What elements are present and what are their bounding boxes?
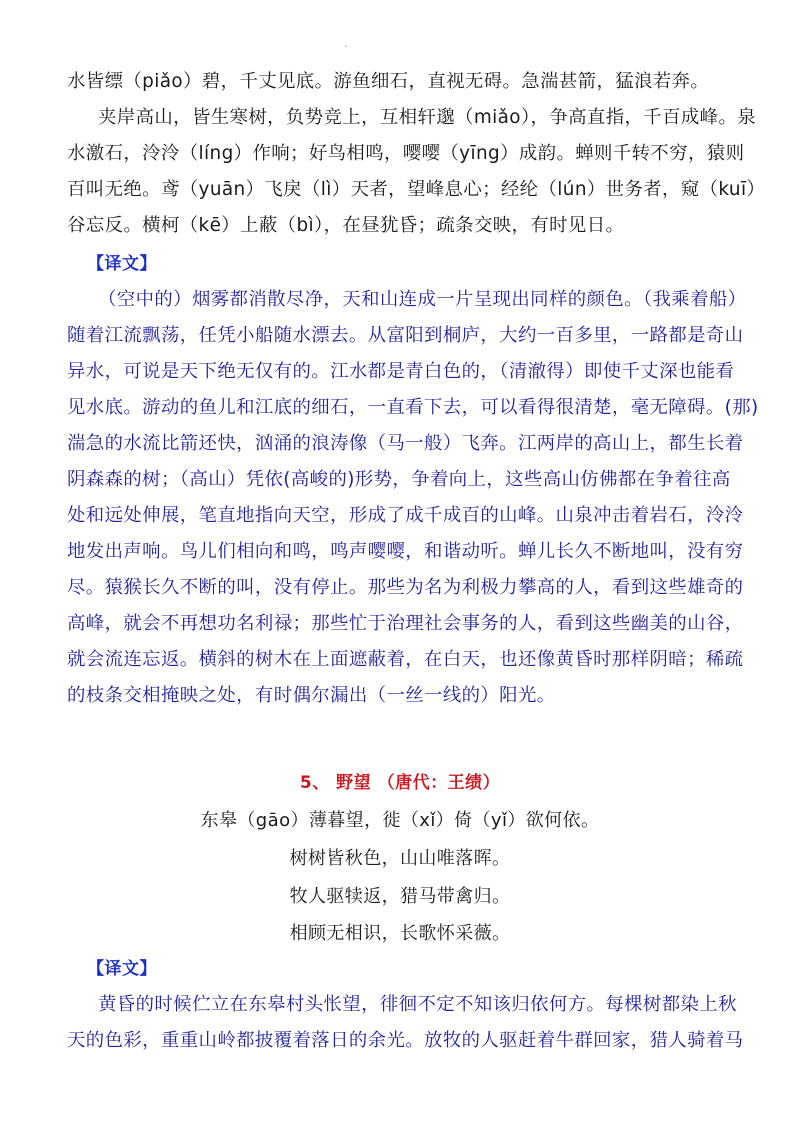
translation-line: 就会流连忘返。横斜的树木在上面遮蔽着，在白天，也还像黄昏时那样阴暗；稀疏	[67, 649, 744, 670]
translation-heading: 【译文】	[87, 254, 157, 274]
poem-line: 相顾无相识，长歌怀采薇。	[289, 923, 511, 944]
translation-line: 随着江流飘荡，任凭小船随水漂去。从富阳到桐庐，大约一百多里，一路都是奇山	[67, 325, 744, 346]
translation-line: 处和远处伸展，笔直地指向天空，形成了成千成百的山峰。山泉冲击着岩石，泠泠	[67, 505, 744, 526]
translation-line: 高峰，就会不再想功名利禄；那些忙于治理社会事务的人，看到这些幽美的山谷，	[67, 613, 744, 634]
poem-title: 5、 野望 （唐代：王绩）	[299, 773, 501, 793]
translation-line: 的枝条交相掩映之处，有时偶尔漏出（一丝一线的）阳光。	[67, 685, 556, 706]
original-text-line: 夹岸高山，皆生寒树，负势竞上，互相轩邈（miǎo），争高直指，千百成峰。泉	[98, 107, 757, 128]
poem-line: 牧人驱犊返，猎马带禽归。	[289, 886, 511, 907]
poem-line: 树树皆秋色，山山唯落晖。	[289, 848, 511, 869]
translation-line: 见水底。游动的鱼儿和江底的细石，一直看下去，可以看得很清楚，毫无障碍。(那)	[67, 397, 759, 418]
original-text-line: 水激石，泠泠（líng）作响；好鸟相鸣，嘤嘤（yīng）成韵。蝉则千转不穷，猿则	[67, 143, 745, 164]
translation-line: 黄昏的时候伫立在东皋村头怅望，徘徊不定不知该归依何方。每棵树都染上秋	[98, 994, 737, 1015]
translation-line: 尽。猿猴长久不断的叫，没有停止。那些为名为利极力攀高的人，看到这些雄奇的	[67, 577, 744, 598]
translation-line: （空中的）烟雾都消散尽净，天和山连成一片呈现出同样的颜色。（我乘着船）	[98, 289, 747, 310]
scan-speck	[345, 45, 347, 47]
poem-line: 东皋（gāo）薄暮望，徙（xǐ）倚（yǐ）欲何依。	[200, 810, 600, 831]
translation-line: 地发出声响。鸟儿们相向和鸣，鸣声嘤嘤，和谐动听。蝉儿长久不断地叫，没有穷	[67, 541, 744, 562]
translation-heading: 【译文】	[87, 959, 157, 979]
translation-line: 异水，可说是天下绝无仅有的。江水都是青白色的，（清澈得）即使千丈深也能看	[67, 361, 735, 382]
original-text-line: 谷忘反。横柯（kē）上蔽（bì），在昼犹昏；疏条交映，有时见日。	[67, 215, 625, 236]
translation-line: 湍急的水流比箭还快，汹涌的浪涛像（马一般）飞奔。江两岸的高山上，都生长着	[67, 433, 744, 454]
translation-line: 天的色彩，重重山岭都披覆着落日的余光。放牧的人驱赶着牛群回家，猎人骑着马	[67, 1030, 744, 1051]
translation-line: 阴森森的树；（高山）凭依(高峻的)形势，争着向上，这些高山仿佛都在争着往高	[67, 469, 731, 490]
original-text-line: 百叫无绝。鸢（yuān）飞戾（lì）天者，望峰息心；经纶（lún）世务者，窥（kuī）	[67, 179, 766, 200]
original-text-line: 水皆缥（piǎo）碧，千丈见底。游鱼细石，直视无碍。急湍甚箭，猛浪若奔。	[67, 71, 710, 92]
